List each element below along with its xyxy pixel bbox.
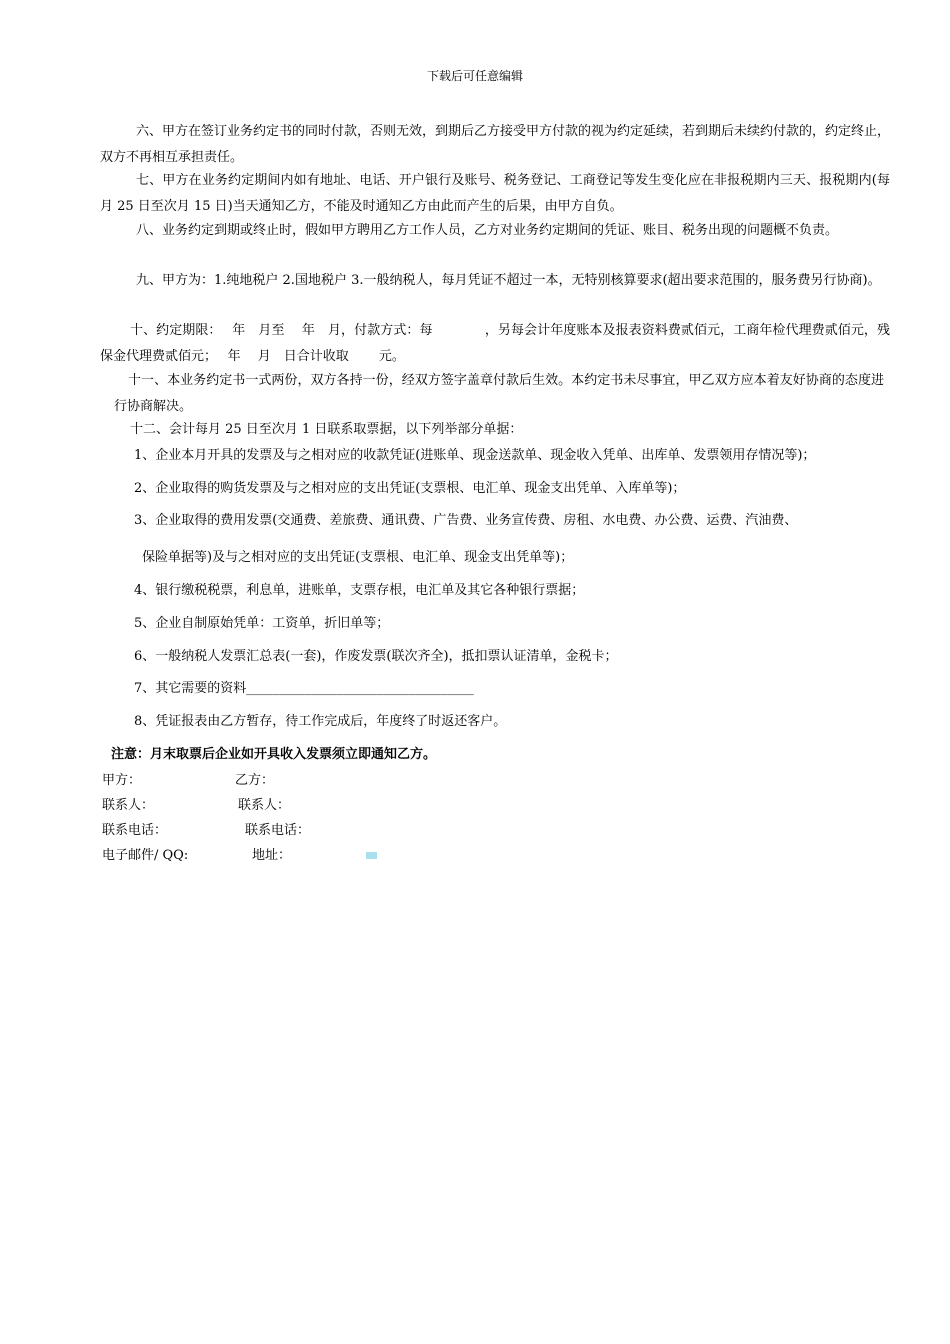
clause-nine: 九、甲方为：1.纯地税户 2.国地税户 3.一般纳税人，每月凭证不超过一本，无特别核算要求(超出要求范围的，服务费另行协商)。 — [136, 273, 881, 288]
address-b-label: 地址： — [252, 848, 292, 863]
list-item: 8、凭证报表由乙方暂存，待工作完成后，年度终了时返还客户。 — [134, 714, 507, 729]
list-item: 保险单据等)及与之相对应的支出凭证(支票根、电汇单、现金支出凭单等)； — [142, 550, 574, 565]
list-item: 4、银行缴税税票，利息单，进账单，支票存根，电汇单及其它各种银行票据； — [134, 583, 585, 598]
list-item: 7、其它需要的资料___________________________________ — [134, 681, 474, 696]
email-a-label: 电子邮件/ QQ: — [102, 848, 189, 863]
clause-ten: 十、约定期限： 年 月至 年 月，付款方式：每 ，另每会计年度账本及报表资料费贰佰元，工商年检代理费贰佰元，残保金代理费贰佰元； 年 月 日合计收取 元。 — [100, 323, 890, 364]
party-a-label: 甲方： — [102, 773, 142, 788]
phone-a-label: 联系电话： — [102, 823, 168, 838]
list-item: 2、企业取得的购货发票及与之相对应的支出凭证(支票根、电汇单、现金支出凭单、入库单等)； — [134, 481, 686, 496]
note: 注意：月末取票后企业如开具收入发票须立即通知乙方。 — [111, 747, 437, 762]
clause-twelve: 十二、会计每月 25 日至次月 1 日联系取票据，以下列举部分单据： — [130, 422, 523, 437]
highlight-marker — [366, 852, 377, 859]
clause-eleven: 十一、本业务约定书一式两份，双方各持一份，经双方签字盖章付款后生效。本约定书未尽事宜，甲乙双方应本着友好协商的态度进行协商解决。 — [114, 373, 884, 414]
clause-six: 六、甲方在签订业务约定书的同时付款，否则无效，到期后乙方接受甲方付款的视为约定延续，若到期后未续约付款的，约定终止，双方不再相互承担责任。 — [100, 124, 891, 165]
list-item: 3、企业取得的费用发票(交通费、差旅费、通讯费、广告费、业务宣传费、房租、水电费、办公费、运费、汽油费、 — [134, 513, 798, 528]
party-b-label: 乙方： — [235, 773, 275, 788]
page-header: 下载后可任意编辑 — [426, 69, 523, 83]
clause-eight: 八、业务约定到期或终止时，假如甲方聘用乙方工作人员，乙方对业务约定期间的凭证、账目、税务出现的问题概不负责。 — [136, 223, 839, 238]
contact-b-label: 联系人： — [238, 798, 291, 813]
phone-b-label: 联系电话： — [245, 823, 311, 838]
list-item: 5、企业自制原始凭单：工资单，折旧单等； — [134, 616, 390, 631]
list-item: 6、一般纳税人发票汇总表(一套)，作废发票(联次齐全)，抵扣票认证清单，金税卡； — [134, 649, 618, 664]
clause-seven: 七、甲方在业务约定期间内如有地址、电话、开户银行及账号、税务登记、工商登记等发生变化应在非报税期内三天、报税期内(每月 25 日至次月 15 日)当天通知乙方，不能及时通知乙方由此而产生的后果，由甲方自负。 — [100, 173, 890, 214]
list-item: 1、企业本月开具的发票及与之相对应的收款凭证(进账单、现金送款单、现金收入凭单、出库单、发票领用存情况等)； — [134, 448, 816, 463]
contact-a-label: 联系人： — [102, 798, 155, 813]
